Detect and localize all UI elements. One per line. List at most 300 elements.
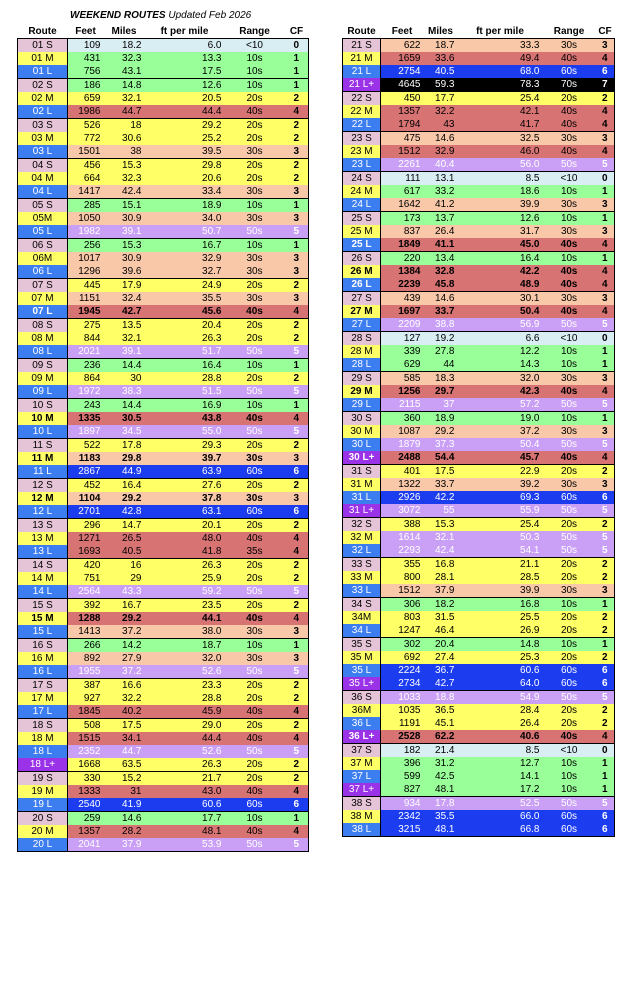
miles-cell: 30.5 bbox=[104, 412, 145, 425]
cf-cell: 1 bbox=[596, 757, 615, 770]
miles-cell: 38.8 bbox=[424, 318, 458, 332]
route-cell: 08 S bbox=[18, 319, 68, 333]
range-cell: 20s bbox=[225, 279, 285, 293]
feet-cell: 2021 bbox=[68, 345, 104, 359]
range-cell: 10s bbox=[543, 358, 596, 372]
cf-cell: 1 bbox=[285, 812, 309, 826]
range-cell: 60s bbox=[225, 505, 285, 519]
cf-cell: 1 bbox=[285, 239, 309, 253]
route-cell: 37 M bbox=[343, 757, 381, 770]
miles-cell: 40.5 bbox=[104, 545, 145, 559]
ft-per-mile-cell: 39.9 bbox=[458, 584, 543, 598]
table-row bbox=[18, 132, 309, 145]
title-updated: Updated Feb 2026 bbox=[168, 10, 252, 21]
route-cell: 23 L bbox=[343, 158, 381, 172]
ft-per-mile-cell: 50.7 bbox=[145, 225, 225, 239]
miles-cell: 44 bbox=[424, 358, 458, 372]
miles-cell: 13.7 bbox=[424, 212, 458, 226]
miles-cell: 63.5 bbox=[104, 758, 145, 772]
table-row bbox=[343, 292, 615, 306]
table-row bbox=[18, 798, 309, 812]
range-cell: 40s bbox=[543, 118, 596, 132]
range-cell: 20s bbox=[225, 679, 285, 693]
ft-per-mile-cell: 18.7 bbox=[145, 639, 225, 653]
miles-cell: 27.4 bbox=[424, 651, 458, 664]
feet-cell: 659 bbox=[68, 92, 104, 105]
range-cell: 20s bbox=[225, 319, 285, 333]
cf-cell: 3 bbox=[596, 225, 615, 238]
cf-cell: 4 bbox=[285, 105, 309, 119]
miles-cell: 18.3 bbox=[424, 372, 458, 386]
table-row bbox=[18, 412, 309, 425]
range-cell: 50s bbox=[225, 425, 285, 439]
table-row bbox=[343, 638, 615, 652]
table-row bbox=[18, 52, 309, 65]
route-cell: 17 S bbox=[18, 679, 68, 693]
range-cell: 20s bbox=[225, 332, 285, 345]
ft-per-mile-cell: 26.3 bbox=[145, 559, 225, 573]
range-cell: 40s bbox=[225, 785, 285, 798]
miles-cell: 19.2 bbox=[424, 332, 458, 346]
feet-cell: 2209 bbox=[381, 318, 424, 332]
feet-cell: 2488 bbox=[381, 451, 424, 465]
header-cf: CF bbox=[289, 26, 304, 37]
cf-cell: 1 bbox=[596, 412, 615, 426]
ft-per-mile-cell: 22.9 bbox=[458, 465, 543, 479]
miles-cell: 30 bbox=[104, 372, 145, 385]
ft-per-mile-cell: 17.5 bbox=[145, 65, 225, 79]
miles-cell: 17.8 bbox=[104, 439, 145, 453]
ft-per-mile-cell: 25.9 bbox=[145, 572, 225, 585]
miles-cell: 42.5 bbox=[424, 770, 458, 783]
table-row bbox=[343, 158, 615, 172]
route-cell: 08 M bbox=[18, 332, 68, 345]
feet-cell: 360 bbox=[381, 412, 424, 426]
range-cell: 30s bbox=[543, 478, 596, 491]
range-cell: 20s bbox=[543, 571, 596, 584]
miles-cell: 40.2 bbox=[104, 705, 145, 719]
ft-per-mile-cell: 24.9 bbox=[145, 279, 225, 293]
cf-cell: 5 bbox=[285, 385, 309, 399]
cf-cell: 1 bbox=[285, 79, 309, 93]
range-cell: 40s bbox=[543, 305, 596, 318]
route-cell: 09 S bbox=[18, 359, 68, 373]
cf-cell: 4 bbox=[596, 451, 615, 465]
miles-cell: 33.7 bbox=[424, 305, 458, 318]
table-row bbox=[343, 571, 615, 584]
route-cell: 09 M bbox=[18, 372, 68, 385]
feet-cell: 431 bbox=[68, 52, 104, 65]
cf-cell: 3 bbox=[596, 132, 615, 146]
route-cell: 03 S bbox=[18, 119, 68, 133]
ft-per-mile-cell: 19.0 bbox=[458, 412, 543, 426]
range-cell: 10s bbox=[543, 212, 596, 226]
route-cell: 07 S bbox=[18, 279, 68, 293]
table-row bbox=[18, 265, 309, 279]
table-row bbox=[343, 465, 615, 479]
cf-cell: 4 bbox=[285, 305, 309, 319]
feet-cell: 236 bbox=[68, 359, 104, 373]
ft-per-mile-cell: 20.4 bbox=[145, 319, 225, 333]
range-cell: 20s bbox=[225, 372, 285, 385]
cf-cell: 3 bbox=[285, 145, 309, 159]
table-row bbox=[18, 359, 309, 373]
feet-cell: 1849 bbox=[381, 238, 424, 252]
routes-body-left bbox=[18, 39, 309, 852]
ft-per-mile-cell: 60.6 bbox=[145, 798, 225, 812]
table-row bbox=[343, 385, 615, 398]
ft-per-mile-cell: 32.0 bbox=[458, 372, 543, 386]
feet-cell: 1335 bbox=[68, 412, 104, 425]
range-cell: 30s bbox=[543, 39, 596, 53]
table-row bbox=[18, 612, 309, 625]
cf-cell: 1 bbox=[596, 783, 615, 797]
route-cell: 32 S bbox=[343, 518, 381, 532]
cf-cell: 1 bbox=[596, 770, 615, 783]
range-cell: 40s bbox=[543, 730, 596, 744]
range-cell: 50s bbox=[543, 318, 596, 332]
route-cell: 38 M bbox=[343, 810, 381, 823]
table-row bbox=[343, 797, 615, 811]
feet-cell: 1104 bbox=[68, 492, 104, 505]
ft-per-mile-cell: 8.5 bbox=[458, 172, 543, 186]
range-cell: 20s bbox=[225, 119, 285, 133]
route-cell: 12 S bbox=[18, 479, 68, 493]
route-cell: 36 L+ bbox=[343, 730, 381, 744]
route-cell: 35 L+ bbox=[343, 677, 381, 691]
route-cell: 34M bbox=[343, 611, 381, 624]
table-row bbox=[18, 185, 309, 199]
range-cell: 30s bbox=[543, 372, 596, 386]
miles-cell: 17.7 bbox=[424, 92, 458, 106]
feet-cell: 1151 bbox=[68, 292, 104, 305]
route-cell: 06 S bbox=[18, 239, 68, 253]
table-row bbox=[343, 770, 615, 783]
table-row bbox=[18, 332, 309, 345]
miles-cell: 16 bbox=[104, 559, 145, 573]
table-row bbox=[18, 652, 309, 665]
ft-per-mile-cell: 12.2 bbox=[458, 345, 543, 358]
cf-cell: 0 bbox=[596, 172, 615, 186]
cf-cell: 4 bbox=[596, 730, 615, 744]
table-row bbox=[343, 558, 615, 572]
range-cell: 10s bbox=[225, 359, 285, 373]
route-cell: 02 S bbox=[18, 79, 68, 93]
feet-cell: 1982 bbox=[68, 225, 104, 239]
feet-cell: 2540 bbox=[68, 798, 104, 812]
table-row bbox=[18, 199, 309, 213]
ft-per-mile-cell: 12.6 bbox=[458, 212, 543, 226]
range-cell: <10 bbox=[543, 172, 596, 186]
range-cell: 40s bbox=[543, 451, 596, 465]
range-cell: 50s bbox=[225, 838, 285, 852]
feet-cell: 1191 bbox=[381, 717, 424, 730]
route-cell: 01 M bbox=[18, 52, 68, 65]
cf-cell: 2 bbox=[596, 558, 615, 572]
route-cell: 32 M bbox=[343, 531, 381, 544]
range-cell: 50s bbox=[225, 385, 285, 399]
feet-cell: 1087 bbox=[381, 425, 424, 438]
miles-cell: 33.6 bbox=[424, 52, 458, 65]
header-cf: CF bbox=[598, 26, 612, 37]
header-row bbox=[343, 25, 615, 39]
range-cell: 10s bbox=[543, 345, 596, 358]
miles-cell: 16.6 bbox=[104, 679, 145, 693]
ft-per-mile-cell: 8.5 bbox=[458, 744, 543, 758]
feet-cell: 772 bbox=[68, 132, 104, 145]
table-row bbox=[343, 598, 615, 612]
cf-cell: 4 bbox=[285, 412, 309, 425]
miles-cell: 38.3 bbox=[104, 385, 145, 399]
table-row bbox=[343, 212, 615, 226]
cf-cell: 5 bbox=[285, 585, 309, 599]
miles-cell: 32.8 bbox=[424, 265, 458, 278]
table-row bbox=[18, 372, 309, 385]
range-cell: 50s bbox=[543, 691, 596, 705]
route-cell: 11 M bbox=[18, 452, 68, 465]
cf-cell: 4 bbox=[596, 52, 615, 65]
feet-cell: 508 bbox=[68, 719, 104, 733]
range-cell: 20s bbox=[225, 572, 285, 585]
feet-cell: 1512 bbox=[381, 584, 424, 598]
miles-cell: 32.3 bbox=[104, 52, 145, 65]
cf-cell: 3 bbox=[285, 492, 309, 505]
range-cell: 20s bbox=[225, 479, 285, 493]
title-main: WEEKEND ROUTES bbox=[70, 10, 166, 21]
feet-cell: 339 bbox=[381, 345, 424, 358]
feet-cell: 456 bbox=[68, 159, 104, 173]
cf-cell: 4 bbox=[596, 118, 615, 132]
ft-per-mile-cell: 48.0 bbox=[145, 532, 225, 545]
miles-cell: 45.8 bbox=[424, 278, 458, 292]
cf-cell: 1 bbox=[285, 199, 309, 213]
range-cell: 30s bbox=[225, 212, 285, 225]
miles-cell: 46.4 bbox=[424, 624, 458, 638]
route-cell: 31 S bbox=[343, 465, 381, 479]
feet-cell: 243 bbox=[68, 399, 104, 413]
cf-cell: 3 bbox=[596, 39, 615, 53]
feet-cell: 392 bbox=[68, 599, 104, 613]
route-cell: 36 L bbox=[343, 717, 381, 730]
miles-cell: 30.9 bbox=[104, 212, 145, 225]
routes-table-left bbox=[17, 25, 309, 852]
miles-cell: 15.1 bbox=[104, 199, 145, 213]
cf-cell: 2 bbox=[285, 172, 309, 185]
feet-cell: 475 bbox=[381, 132, 424, 146]
ft-per-mile-cell: 45.7 bbox=[458, 451, 543, 465]
ft-per-mile-cell: 48.9 bbox=[458, 278, 543, 292]
feet-cell: 306 bbox=[381, 598, 424, 612]
feet-cell: 1897 bbox=[68, 425, 104, 439]
route-cell: 16 L bbox=[18, 665, 68, 679]
table-row bbox=[18, 679, 309, 693]
route-cell: 16 M bbox=[18, 652, 68, 665]
range-cell: 20s bbox=[543, 651, 596, 664]
table-row bbox=[18, 532, 309, 545]
range-cell: 40s bbox=[543, 278, 596, 292]
ft-per-mile-cell: 52.6 bbox=[145, 665, 225, 679]
cf-cell: 4 bbox=[285, 785, 309, 798]
cf-cell: 2 bbox=[596, 465, 615, 479]
table-row bbox=[343, 412, 615, 426]
cf-cell: 1 bbox=[596, 638, 615, 652]
miles-cell: 33.2 bbox=[424, 185, 458, 198]
range-cell: 20s bbox=[543, 518, 596, 532]
ft-per-mile-cell: 69.3 bbox=[458, 491, 543, 504]
cf-cell: 1 bbox=[596, 345, 615, 358]
feet-cell: 259 bbox=[68, 812, 104, 826]
ft-per-mile-cell: 68.0 bbox=[458, 65, 543, 78]
cf-cell: 2 bbox=[596, 717, 615, 730]
feet-cell: 1845 bbox=[68, 705, 104, 719]
route-cell: 04 S bbox=[18, 159, 68, 173]
miles-cell: 29.2 bbox=[104, 492, 145, 505]
ft-per-mile-cell: 18.6 bbox=[458, 185, 543, 198]
ft-per-mile-cell: 14.3 bbox=[458, 358, 543, 372]
page-title bbox=[70, 10, 251, 21]
route-cell: 21 S bbox=[343, 39, 381, 53]
miles-cell: 54.4 bbox=[424, 451, 458, 465]
ft-per-mile-cell: 40.6 bbox=[458, 730, 543, 744]
feet-cell: 330 bbox=[68, 772, 104, 786]
range-cell: 40s bbox=[225, 305, 285, 319]
miles-cell: 17.5 bbox=[104, 719, 145, 733]
cf-cell: 2 bbox=[285, 92, 309, 105]
route-cell: 21 L+ bbox=[343, 78, 381, 92]
miles-cell: 55 bbox=[424, 504, 458, 518]
cf-cell: 1 bbox=[285, 65, 309, 79]
route-cell: 11 L bbox=[18, 465, 68, 479]
cf-cell: 5 bbox=[596, 531, 615, 544]
range-cell: 50s bbox=[543, 531, 596, 544]
ft-per-mile-cell: 55.9 bbox=[458, 504, 543, 518]
route-cell: 20 S bbox=[18, 812, 68, 826]
ft-per-mile-cell: 28.4 bbox=[458, 704, 543, 717]
route-cell: 37 L bbox=[343, 770, 381, 783]
header-ft-per-mile: ft per mile bbox=[476, 26, 524, 37]
cf-cell: 1 bbox=[596, 212, 615, 226]
table-row bbox=[18, 639, 309, 653]
feet-cell: 439 bbox=[381, 292, 424, 306]
route-cell: 19 S bbox=[18, 772, 68, 786]
range-cell: 10s bbox=[225, 65, 285, 79]
cf-cell: 2 bbox=[285, 279, 309, 293]
ft-per-mile-cell: 56.9 bbox=[458, 318, 543, 332]
cf-cell: 7 bbox=[596, 78, 615, 92]
miles-cell: 27.8 bbox=[424, 345, 458, 358]
range-cell: 30s bbox=[225, 252, 285, 265]
table-row bbox=[343, 584, 615, 598]
feet-cell: 3072 bbox=[381, 504, 424, 518]
ft-per-mile-cell: 25.2 bbox=[145, 132, 225, 145]
route-cell: 20 L bbox=[18, 838, 68, 852]
table-row bbox=[343, 651, 615, 664]
range-cell: 10s bbox=[543, 770, 596, 783]
feet-cell: 892 bbox=[68, 652, 104, 665]
cf-cell: 2 bbox=[596, 518, 615, 532]
range-cell: 10s bbox=[225, 79, 285, 93]
feet-cell: 1288 bbox=[68, 612, 104, 625]
route-cell: 31 M bbox=[343, 478, 381, 491]
ft-per-mile-cell: 28.8 bbox=[145, 372, 225, 385]
table-row bbox=[343, 305, 615, 318]
ft-per-mile-cell: 33.3 bbox=[458, 39, 543, 53]
feet-cell: 1501 bbox=[68, 145, 104, 159]
cf-cell: 2 bbox=[596, 624, 615, 638]
table-row bbox=[343, 252, 615, 266]
route-cell: 03 L bbox=[18, 145, 68, 159]
table-row bbox=[343, 425, 615, 438]
feet-cell: 1972 bbox=[68, 385, 104, 399]
miles-cell: 30.6 bbox=[104, 132, 145, 145]
feet-cell: 692 bbox=[381, 651, 424, 664]
table-row bbox=[18, 812, 309, 826]
route-cell: 14 L bbox=[18, 585, 68, 599]
miles-cell: 26.5 bbox=[104, 532, 145, 545]
ft-per-mile-cell: 48.1 bbox=[145, 825, 225, 838]
miles-cell: 15.3 bbox=[104, 239, 145, 253]
miles-cell: 16.4 bbox=[104, 479, 145, 493]
route-cell: 10 L bbox=[18, 425, 68, 439]
route-cell: 23 M bbox=[343, 145, 381, 158]
range-cell: 20s bbox=[543, 624, 596, 638]
range-cell: 30s bbox=[543, 225, 596, 238]
range-cell: 20s bbox=[225, 599, 285, 613]
range-cell: 40s bbox=[225, 612, 285, 625]
range-cell: 20s bbox=[225, 439, 285, 453]
cf-cell: 3 bbox=[596, 198, 615, 212]
route-cell: 18 S bbox=[18, 719, 68, 733]
miles-cell: 32.9 bbox=[424, 145, 458, 158]
miles-cell: 37.9 bbox=[104, 838, 145, 852]
table-row bbox=[18, 825, 309, 838]
route-cell: 18 L+ bbox=[18, 758, 68, 772]
route-cell: 37 L+ bbox=[343, 783, 381, 797]
table-row bbox=[18, 452, 309, 465]
miles-cell: 42.2 bbox=[424, 491, 458, 504]
ft-per-mile-cell: 43.8 bbox=[145, 412, 225, 425]
feet-cell: 2342 bbox=[381, 810, 424, 823]
feet-cell: 296 bbox=[68, 519, 104, 533]
feet-cell: 275 bbox=[68, 319, 104, 333]
route-cell: 35 S bbox=[343, 638, 381, 652]
ft-per-mile-cell: 38.0 bbox=[145, 625, 225, 639]
miles-cell: 41.1 bbox=[424, 238, 458, 252]
table-row bbox=[343, 691, 615, 705]
feet-cell: 266 bbox=[68, 639, 104, 653]
ft-per-mile-cell: 6.0 bbox=[145, 39, 225, 53]
ft-per-mile-cell: 33.4 bbox=[145, 185, 225, 199]
cf-cell: 4 bbox=[285, 705, 309, 719]
table-row bbox=[343, 478, 615, 491]
miles-cell: 33.7 bbox=[424, 478, 458, 491]
table-row bbox=[343, 757, 615, 770]
cf-cell: 0 bbox=[596, 744, 615, 758]
table-row bbox=[18, 492, 309, 505]
miles-cell: 17.9 bbox=[104, 279, 145, 293]
miles-cell: 39.1 bbox=[104, 225, 145, 239]
ft-per-mile-cell: 66.0 bbox=[458, 810, 543, 823]
range-cell: 60s bbox=[543, 65, 596, 78]
route-cell: 19 L bbox=[18, 798, 68, 812]
range-cell: 50s bbox=[543, 158, 596, 172]
cf-cell: 5 bbox=[596, 398, 615, 412]
cf-cell: 2 bbox=[596, 92, 615, 106]
cf-cell: 3 bbox=[285, 292, 309, 305]
table-row bbox=[18, 545, 309, 559]
cf-cell: 1 bbox=[596, 358, 615, 372]
miles-cell: 42.4 bbox=[424, 544, 458, 558]
